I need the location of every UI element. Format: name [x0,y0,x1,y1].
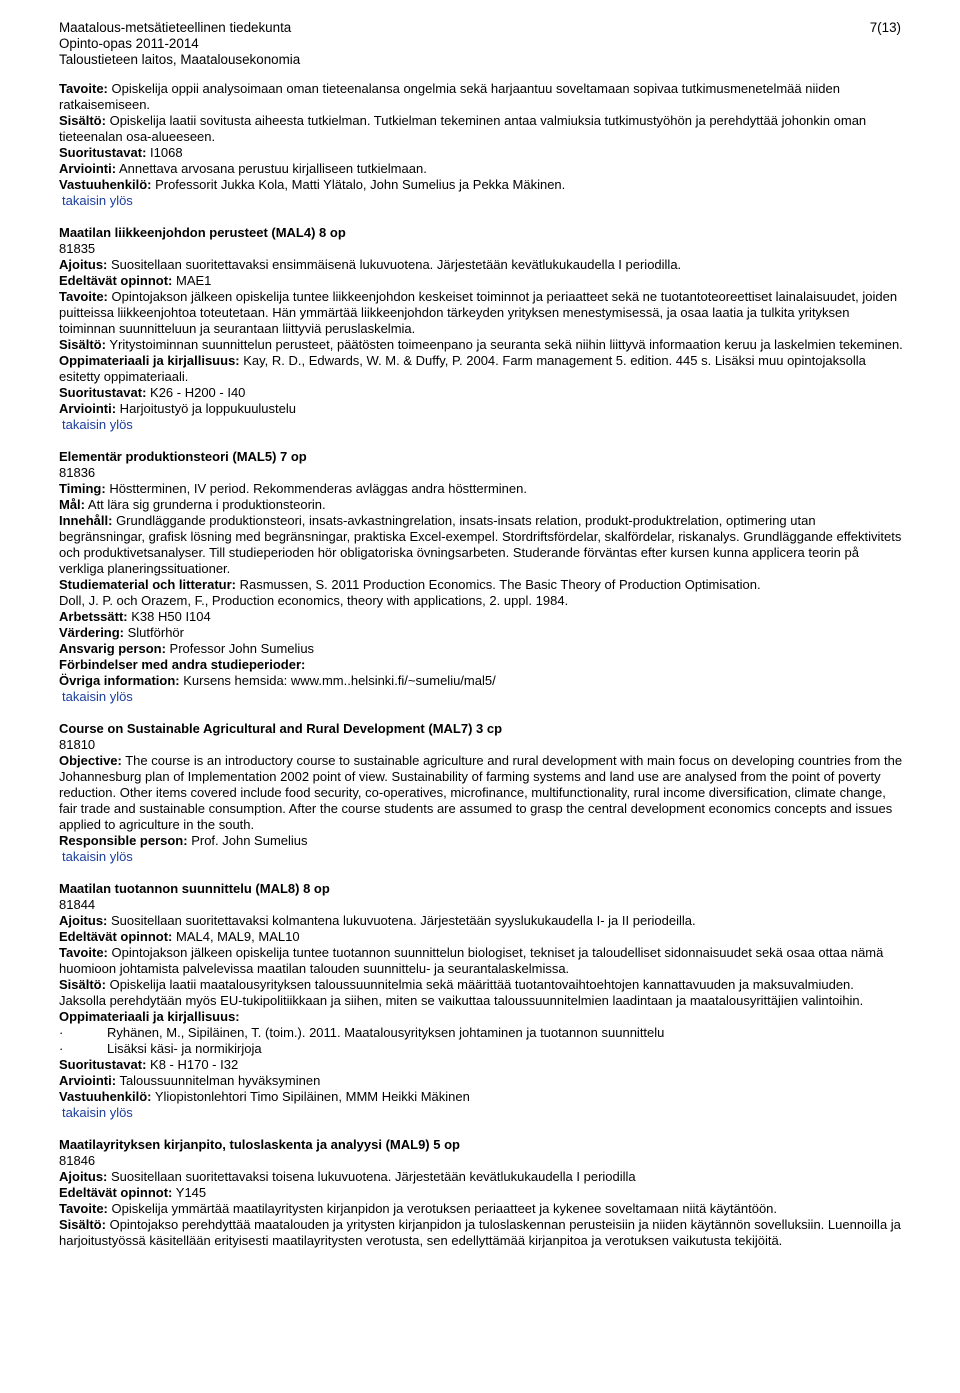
course-code-mal9: 81846 [59,1153,96,1168]
mal5-timing: Timing: Höstterminen, IV period. Rekommenderas avläggas andra höstterminen. [59,481,527,496]
course-code-mal4: 81835 [59,241,96,256]
mal8-content: Sisältö: Opiskelija laatii maatalousyrityksen taloussuunnitelmia sekä määrittää tuotantovaihtoehtojen kannattavuuden ja maksuvalmiuden. Jaksolla perehdytään myös EU-tukipolitiikkaan ja siihen, miten se vaikuttaa taloussuunnitelmien laadintaan ja maatalousyrittäjien valintoihin. [59,977,864,1008]
mal5-links: Förbindelser med andra studieperioder: [59,657,306,672]
guide-title: Opinto-opas 2011-2014 [59,36,199,51]
prev-eval: Arviointi: Annettava arvosana perustuu kirjalliseen tutkielmaan. [59,161,427,176]
document-header [59,20,300,68]
mal8-prereq: Edeltävät opinnot: MAL4, MAL9, MAL10 [59,929,300,944]
mal4-content: Sisältö: Yritystoiminnan suunnittelun perusteet, päätösten toimeenpano ja seuranta sekä niihin liittyvä informaation keruu ja laskelmien tekeminen. [59,337,903,352]
mal9-timing: Ajoitus: Suositellaan suoritettavaksi toisena lukuvuotena. Järjestetään kevätlukukaudella I periodilla [59,1169,636,1184]
mal8-literature-item: · Ryhänen, M., Sipiläinen, T. (toim.). 2011. Maatalousyrityksen johtaminen ja tuotannon suunnittelu [59,1025,665,1040]
course-title-mal4: Maatilan liikkeenjohdon perusteet (MAL4) 8 op [59,225,346,240]
mal4-methods: Suoritustavat: K26 - H200 - I40 [59,385,246,400]
mal4-prereq: Edeltävät opinnot: MAE1 [59,273,212,288]
course-title-mal9: Maatilayrityksen kirjanpito, tuloslaskenta ja analyysi (MAL9) 5 op [59,1137,460,1152]
mal5-other: Övriga information: Kursens hemsida: www.mm..helsinki.fi/~sumeliu/mal5/ [59,673,496,688]
bullet-icon: · [59,1041,64,1056]
mal4-goal: Tavoite: Opintojakson jälkeen opiskelija tuntee liikkeenjohdon keskeiset toiminnot ja periaatteet sekä ne tuotantoteoreettiset lainalaisuudet, joiden puitteissa liikkeenjohtoa toteutetaan. Hän ymmärtää liikkeenjohdon tärkeyden yrityksen menestymisessä, ja osaa laatia ja tulkita yrityksen toiminnan suunnitteluun ja seurantaan liittyviä peruslaskelmia. [59,289,898,336]
course-title-mal8: Maatilan tuotannon suunnittelu (MAL8) 8 op [59,881,330,896]
mal8-timing: Ajoitus: Suositellaan suoritettavaksi kolmantena lukuvuotena. Järjestetään syyslukukaudella I- ja II periodeilla. [59,913,696,928]
mal9-prereq: Edeltävät opinnot: Y145 [59,1185,207,1200]
course-title-mal7: Course on Sustainable Agricultural and Rural Development (MAL7) 3 cp [59,721,503,736]
bullet-icon: · [59,1025,64,1040]
mal8-resp: Vastuuhenkilö: Yliopistonlehtori Timo Sipiläinen, MMM Heikki Mäkinen [59,1089,470,1104]
document-body [59,81,904,1249]
course-code-mal8: 81844 [59,897,96,912]
mal4-eval: Arviointi: Harjoitustyö ja loppukuulustelu [59,401,296,416]
course-code-mal7: 81810 [59,737,96,752]
mal4-literature: Oppimateriaali ja kirjallisuus: Kay, R. D., Edwards, W. M. & Duffy, P. 2004. Farm management 5. edition. 445 s. Lisäksi muu opintojaksolla esitetty oppimateriaali. [59,353,866,384]
course-title-mal5: Elementär produktionsteori (MAL5) 7 op [59,449,307,464]
mal7-objective: Objective: The course is an introductory course to sustainable agriculture and rural development with main focus on developing countries from the Johannesburg plan of Implementation 2002 point of view. Sustainability of farming systems and land use are analysed from the point of poverty reduction. Other items covered include food security, co-operatives, microfinance, multifunctionality, rural income diversification, climate change, fair trade and sustainable consumption. After the course students are assumed to grasp the central development economics concepts and issues applied to agriculture in the south. [59,753,903,832]
mal7-resp: Responsible person: Prof. John Sumelius [59,833,308,848]
back-to-top-link[interactable]: takaisin ylös [62,849,133,864]
mal4-timing: Ajoitus: Suositellaan suoritettavaksi ensimmäisenä lukuvuotena. Järjestetään kevätlukukaudella I periodilla. [59,257,682,272]
mal9-goal: Tavoite: Opiskelija ymmärtää maatilayritysten kirjanpidon ja verotuksen periaatteet ja kykenee soveltamaan niitä käytäntöön. [59,1201,778,1216]
mal5-content: Innehåll: Grundläggande produktionsteori, insats-avkastningrelation, insats-insats relation, produkt-produktrelation, optimering utan begränsningar, grafisk lösning med begränsningar, praktiska Excel-exempel. Stordriftsfördelar, skalfördelar, riskanalys. Grundläggande effektivitets och produktivetsanalyser. Till studieperioden hör obligatoriska övningsarbeten. Studerande förväntas efter kursen kunna applicera teorin på verkliga planeringssituationer. [59,513,902,576]
mal8-methods: Suoritustavat: K8 - H170 - I32 [59,1057,239,1072]
department-name: Taloustieteen laitos, Maatalousekonomia [59,52,301,67]
mal5-literature-2: Doll, J. P. och Orazem, F., Production economics, theory with applications, 2. uppl. 1984. [59,593,569,608]
prev-content: Sisältö: Opiskelija laatii sovitusta aiheesta tutkielman. Tutkielman tekeminen antaa valmiuksia tutkimustyöhön ja perehdyttää johonkin oman tieteenalan osa-alueeseen. [59,113,867,144]
faculty-name: Maatalous-metsätieteellinen tiedekunta [59,20,292,35]
mal5-eval: Värdering: Slutförhör [59,625,184,640]
back-to-top-link[interactable]: takaisin ylös [62,193,133,208]
prev-goal: Tavoite: Opiskelija oppii analysoimaan oman tieteenalansa ongelmia sekä harjaantuu soveltamaan sopivaa tutkimusmenetelmää niiden ratkaisemiseen. [59,81,840,112]
mal5-literature: Studiematerial och litteratur: Rasmussen, S. 2011 Production Economics. The Basic Theory of Production Optimisation. [59,577,761,592]
prev-resp: Vastuuhenkilö: Professorit Jukka Kola, Matti Ylätalo, John Sumelius ja Pekka Mäkinen. [59,177,566,192]
mal5-work: Arbetssätt: K38 H50 I104 [59,609,211,624]
mal8-eval: Arviointi: Taloussuunnitelman hyväksyminen [59,1073,321,1088]
mal8-literature: Oppimateriaali ja kirjallisuus: [59,1009,240,1024]
mal5-resp: Ansvarig person: Professor John Sumelius [59,641,315,656]
prev-methods: Suoritustavat: I1068 [59,145,183,160]
mal8-goal: Tavoite: Opintojakson jälkeen opiskelija tuntee tuotannon suunnittelun biologiset, tekniset ja taloudelliset sidonnaisuudet sekä osaa ottaa nämä huomioon johtamista palvelevissa maatilan talouden suunnittelu- ja seurantalaskelmissa. [59,945,884,976]
back-to-top-link[interactable]: takaisin ylös [62,1105,133,1120]
course-code-mal5: 81836 [59,465,96,480]
mal9-content: Sisältö: Opintojakso perehdyttää maatalouden ja yritysten kirjanpidon ja tuloslaskennan perusteisiin ja niiden käytännön sovelluksiin. Luennoilla ja harjoitustyössä käsitellään erityisesti maatilayritysten verotusta, sen edellyttämää kirjanpitoa ja verotuksen vaikutusta tekijöitä. [59,1217,901,1248]
back-to-top-link[interactable]: takaisin ylös [62,417,133,432]
mal5-goal: Mål: Att lära sig grunderna i produktionsteorin. [59,497,326,512]
page-number: 7(13) [869,20,901,35]
mal8-literature-item: · Lisäksi käsi- ja normikirjoja [59,1041,262,1056]
back-to-top-link[interactable]: takaisin ylös [62,689,133,704]
